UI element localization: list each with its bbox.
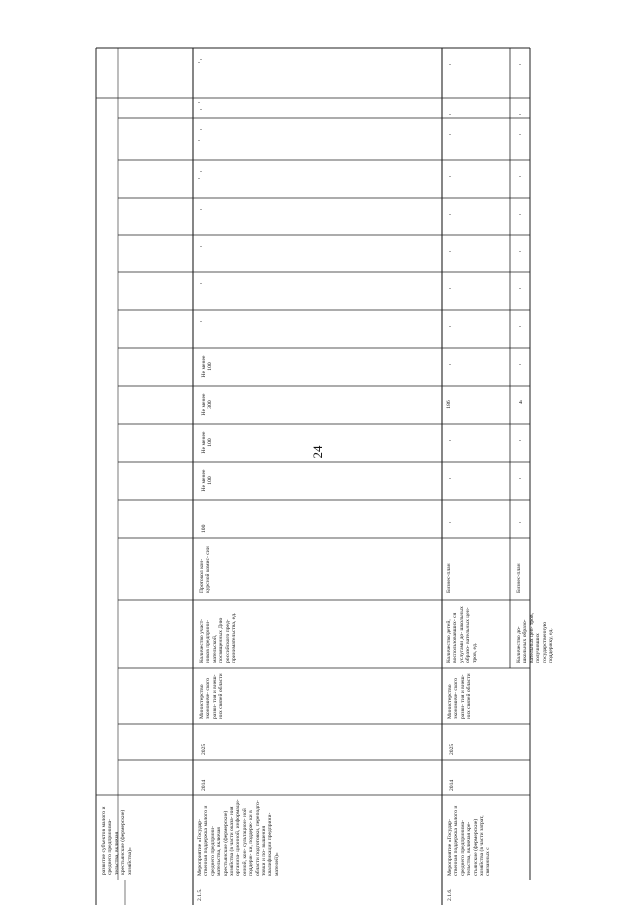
cell-executor: Министерство экономиче- ского разви- тия и внеш- них связей области	[447, 673, 473, 719]
cell-base-value: -	[519, 520, 521, 526]
cell-value: -	[449, 286, 451, 292]
cell-value: -	[519, 476, 521, 482]
cell-value: -	[449, 476, 451, 482]
cell-value: -	[519, 324, 521, 330]
cell-value: -	[449, 112, 451, 118]
cell-source: Бизнес-план	[446, 563, 452, 593]
cell-value: -	[519, 362, 521, 368]
cell-value: -	[519, 212, 521, 218]
cell-number: 2.1.5.	[197, 888, 203, 901]
cell-value: -	[519, 112, 521, 118]
cell-indicator: Количество детей, воспользовавших- ся услугами до- школьных образо- вательных цен- тров, ед.	[446, 606, 478, 663]
cell-name: Мероприятие «Государ- ственная поддержка малого и среднего предпринима- тельства, включая кре- стьянские (фермерские) хозяйства (в части затрат, связанных с	[447, 805, 492, 876]
cell-value: -	[449, 249, 451, 255]
cell-executor: Министерство экономиче- ского разви- тия и внеш- них связей области	[199, 673, 225, 719]
cell-value: -	[519, 174, 521, 180]
cell-value: -	[200, 127, 202, 133]
cell-source: Протокол кон- курсной комис- сии	[199, 546, 212, 593]
cell-value: -	[198, 176, 200, 182]
cell-year-start: 2014	[449, 779, 455, 791]
cell-value: -	[200, 107, 202, 113]
cell-value: 4	[519, 400, 522, 406]
cell-value: -	[519, 132, 521, 138]
cell-value: -	[519, 286, 521, 292]
cell-value: Не менее 300	[201, 393, 214, 416]
cell-value: -	[449, 438, 451, 444]
cell-value: -	[200, 281, 202, 287]
cell-value: -	[449, 362, 451, 368]
cell-value: -	[200, 319, 202, 325]
cell-value: -	[200, 169, 202, 175]
cell-source: Бизнес-план	[516, 563, 522, 593]
cell-value: -	[519, 249, 521, 255]
cell-indicator: Количество участ- ников предприни- мательской, посвященных Дню российского пред- принимательства, ед.	[199, 612, 238, 663]
page-number: 24	[310, 445, 325, 459]
cell-name: развитие субъектов малого и среднего предпринима- тельства, включая крестьянские (фермерские) хозяйства)»	[101, 806, 133, 875]
cell-number: 2.1.6.	[447, 888, 453, 901]
cell-value: -	[519, 438, 521, 444]
cell-value: -	[449, 174, 451, 180]
cell-value: -	[449, 324, 451, 330]
cell-value: Не менее 100	[201, 355, 214, 378]
cell-value: -	[449, 62, 451, 68]
cell-year-end: 2025	[201, 743, 207, 755]
cell-year-start: 2014	[201, 779, 207, 791]
cell-base-value: 100	[201, 524, 207, 533]
cell-year-end: 2025	[449, 743, 455, 755]
cell-value: -	[200, 244, 202, 250]
cell-value: -	[200, 57, 202, 63]
cell-value: -	[200, 207, 202, 213]
cell-indicator: Количество до- школьных образо- вательных цен- тров, получивших государственную поддержку, ед.	[516, 613, 555, 663]
cell-value: 186	[446, 400, 452, 409]
cell-value: -	[449, 132, 451, 138]
cell-value: -	[449, 212, 451, 218]
cell-value: Не менее 100	[201, 431, 214, 454]
cell-value: Не менее 100	[201, 469, 214, 492]
cell-name: Мероприятие «Государ- ственная поддержка малого и среднего предприни- мательства, включая крестьянские (фермерские) хозяйства (в части оказа- ния организа- ционной, информаци- онной, кон- сультацион- ной поддерж- ки, поддерж- ки в области подготовки, переподго- товки и по- вышения квалификации предприни- мателей)»	[197, 799, 280, 876]
cell-value: -	[198, 100, 200, 106]
cell-value: -	[198, 138, 200, 144]
cell-base-value: -	[449, 520, 451, 526]
cell-value: -	[519, 62, 521, 68]
cell-value: -	[198, 60, 200, 66]
